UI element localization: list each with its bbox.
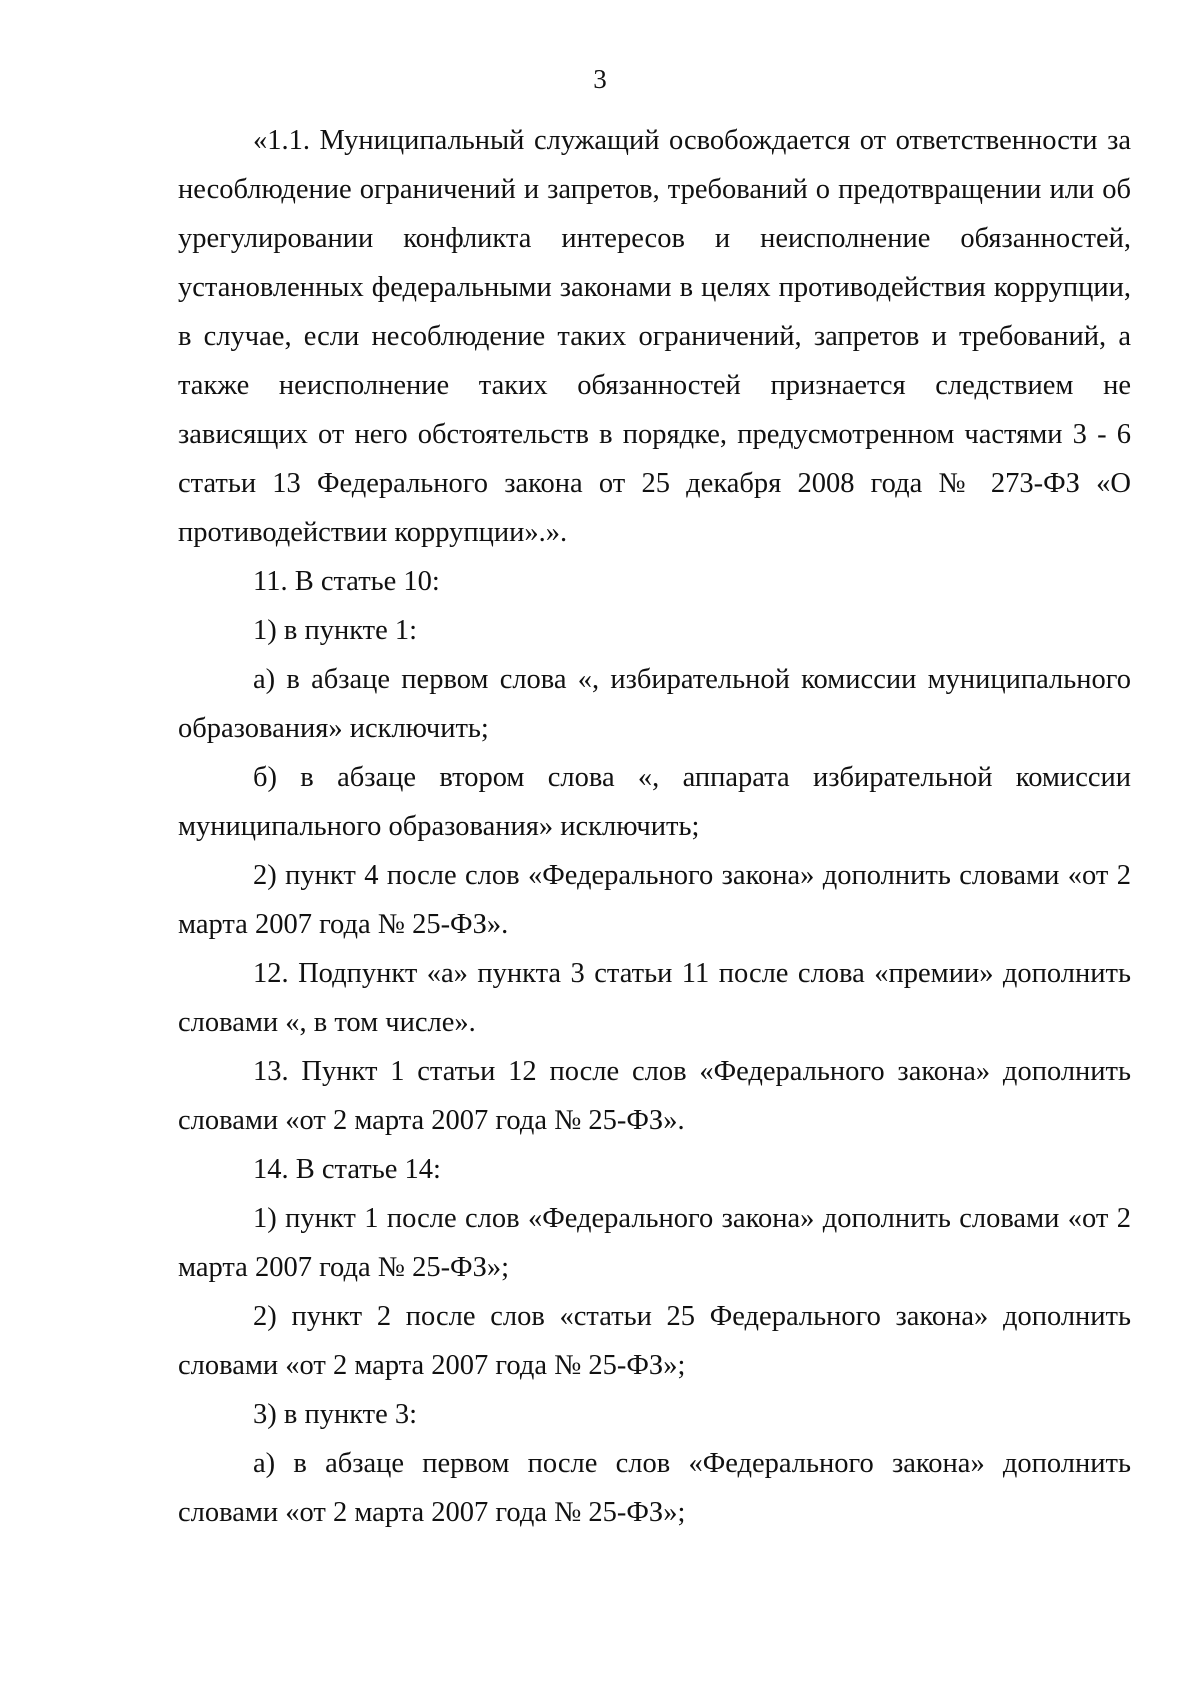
paragraph-item-13: 13. Пункт 1 статьи 12 после слов «Федерального закона» дополнить словами «от 2 марта 2007 года № 25-ФЗ». — [178, 1056, 1131, 1136]
paragraph-1-1-exemption: «1.1. Муниципальный служащий освобождается от ответственности за несоблюдение ограничений и запретов, требований о предотвращении или об урегулировании конфликта интересов и неисполнение обязанностей, установленных федеральными законами в целях противодействия коррупции, в случае, если несоблюдение таких ограничений, запретов и требований, а также неисполнение таких обязанностей признается следствием не зависящих от него обстоятельств в порядке, предусмотренном частями 3 - 6 статьи 13 Федерального закона от 25 декабря 2008 года № 273-ФЗ «О противодействии коррупции».». — [178, 125, 1131, 548]
paragraph-item-14-3: 3) в пункте 3: — [253, 1399, 418, 1430]
document-body — [178, 116, 1131, 1537]
paragraph-item-14: 14. В статье 14: — [253, 1154, 441, 1185]
paragraph-item-14-1: 1) пункт 1 после слов «Федерального закона» дополнить словами «от 2 марта 2007 года № 25-ФЗ»; — [178, 1203, 1131, 1283]
paragraph-item-11-1-a: а) в абзаце первом слова «, избирательной комиссии муниципального образования» исключить; — [178, 664, 1131, 744]
paragraph-item-11-1: 1) в пункте 1: — [253, 615, 418, 646]
page-number: 3 — [593, 64, 607, 94]
paragraph-item-12: 12. Подпункт «а» пункта 3 статьи 11 после слова «премии» дополнить словами «, в том числе». — [178, 958, 1131, 1038]
paragraph-item-14-2: 2) пункт 2 после слов «статьи 25 Федерального закона» дополнить словами «от 2 марта 2007 года № 25-ФЗ»; — [178, 1301, 1131, 1381]
paragraph-item-14-3-a: а) в абзаце первом после слов «Федерального закона» дополнить словами «от 2 марта 2007 года № 25-ФЗ»; — [178, 1448, 1131, 1528]
paragraph-item-11: 11. В статье 10: — [253, 566, 440, 597]
paragraph-item-11-1-b: б) в абзаце втором слова «, аппарата избирательной комиссии муниципального образования» исключить; — [178, 762, 1131, 842]
paragraph-item-11-2: 2) пункт 4 после слов «Федерального закона» дополнить словами «от 2 марта 2007 года № 25-ФЗ». — [178, 860, 1131, 940]
